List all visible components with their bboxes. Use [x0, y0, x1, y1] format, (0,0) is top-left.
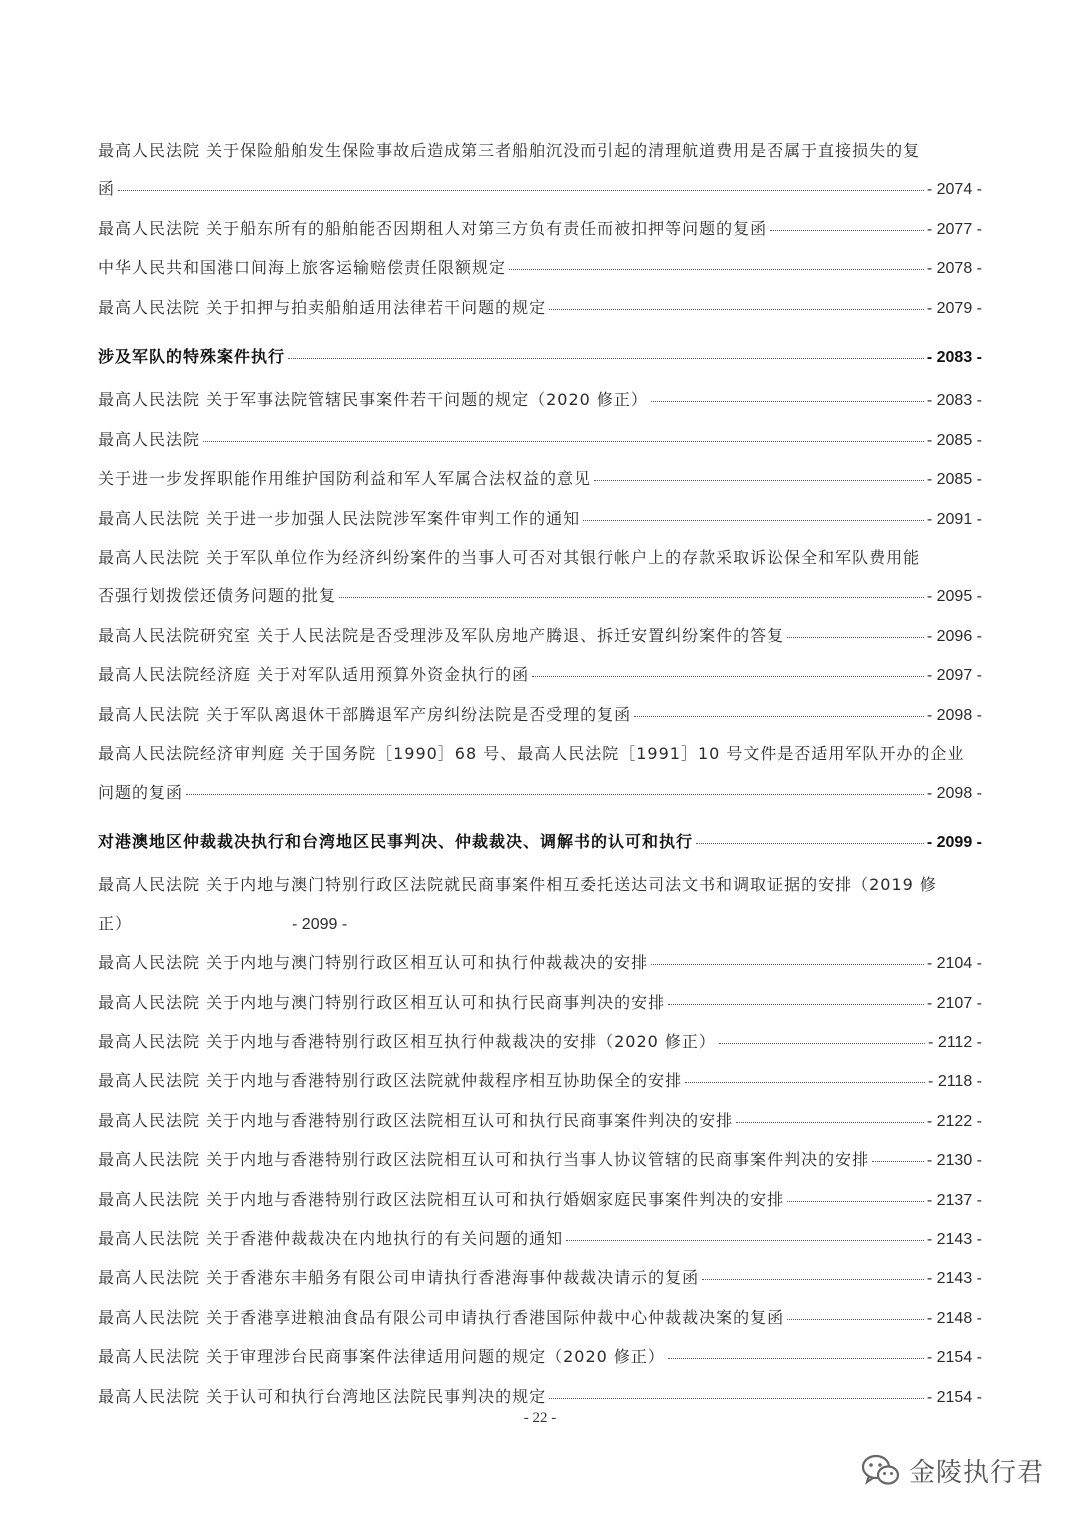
- dot-leader: [634, 715, 924, 717]
- toc-entry: [98, 421, 982, 460]
- toc-page-number: - 2143 -: [926, 1270, 982, 1288]
- toc-page-number: - 2098 -: [926, 784, 982, 802]
- toc-entry-title: 最高人民法院 关于船东所有的船舶能否因期租人对第三方负有责任而被扣押等问题的复函: [98, 218, 768, 238]
- dot-leader: [566, 1239, 924, 1241]
- toc-entry: [98, 944, 982, 983]
- dot-leader: [594, 479, 924, 481]
- toc-entry: [98, 1023, 982, 1062]
- dot-leader: [872, 1160, 924, 1162]
- toc-entry-title: 最高人民法院经济庭 关于对军队适用预算外资金执行的函: [98, 665, 530, 685]
- dot-leader: [770, 229, 924, 231]
- toc-entry: [98, 500, 982, 539]
- toc-page-number: - 2083 -: [926, 392, 982, 410]
- toc-page-number: - 2107 -: [926, 994, 982, 1012]
- toc-entry-title: 最高人民法院 关于香港仲裁裁决在内地执行的有关问题的通知: [98, 1228, 564, 1248]
- toc-entry-title: 中华人民共和国港口间海上旅客运输赔偿责任限额规定: [98, 258, 507, 278]
- toc-entry-title: 最高人民法院 关于军队离退休干部腾退军产房纠纷法院是否受理的复函: [98, 704, 632, 724]
- toc-section-heading: [98, 338, 982, 377]
- dot-leader: [549, 308, 924, 310]
- toc-entry: [98, 1141, 982, 1180]
- dot-leader: [702, 1278, 924, 1280]
- toc-entry-title: 对港澳地区仲裁裁决执行和台湾地区民事判决、仲裁裁决、调解书的认可和执行: [98, 831, 694, 851]
- toc-page-number: - 2137 -: [926, 1191, 982, 1209]
- toc-entry-title: 最高人民法院 关于香港享进粮油食品有限公司申请执行香港国际仲裁中心仲裁裁决案的复函: [98, 1307, 785, 1327]
- dot-leader: [549, 1397, 924, 1399]
- toc-entry: [98, 1102, 982, 1141]
- toc-page-number: - 2083 -: [926, 349, 982, 367]
- toc-entry: [98, 1299, 982, 1338]
- toc-entry-title: 最高人民法院 关于内地与香港特别行政区相互执行仲裁裁决的安排（2020 修正）: [98, 1031, 716, 1051]
- toc-entry-title: 涉及军队的特殊案件执行: [98, 347, 286, 367]
- toc-page-number: - 2085 -: [926, 471, 982, 489]
- toc-page-number: - 2085 -: [926, 431, 982, 449]
- toc-page-number: - 2079 -: [926, 299, 982, 317]
- dot-leader: [668, 1357, 924, 1359]
- dot-leader: [696, 842, 924, 844]
- toc-entry: [98, 735, 982, 813]
- toc-entry-title: 最高人民法院 关于内地与香港特别行政区法院相互认可和执行民商事案件判决的安排: [98, 1110, 734, 1130]
- toc-entry: [98, 866, 982, 944]
- toc-entry-title: 最高人民法院 关于香港东丰船务有限公司申请执行香港海事仲裁裁决请示的复函: [98, 1268, 700, 1288]
- toc-page-number: - 2122 -: [926, 1112, 982, 1130]
- dot-leader: [736, 1121, 924, 1123]
- toc-entry-title: 最高人民法院 关于内地与澳门特别行政区相互认可和执行民商事判决的安排: [98, 992, 666, 1012]
- wechat-icon: [861, 1454, 901, 1488]
- toc-entry-title: 最高人民法院 关于军事法院管辖民事案件若干问题的规定（2020 修正）: [98, 390, 648, 410]
- dot-leader: [651, 963, 924, 965]
- toc-entry: [98, 539, 982, 617]
- table-of-contents: [98, 132, 982, 1417]
- toc-page-number: - 2154 -: [926, 1388, 982, 1406]
- toc-entry-title: 正）: [98, 913, 133, 933]
- dot-leader: [203, 440, 924, 442]
- toc-entry-title: 最高人民法院研究室 关于人民法院是否受理涉及军队房地产腾退、拆迁安置纠纷案件的答复: [98, 625, 785, 645]
- toc-section-heading: [98, 823, 982, 862]
- toc-entry: [98, 1259, 982, 1298]
- toc-entry-title: 最高人民法院 关于内地与香港特别行政区法院相互认可和执行婚姻家庭民事案件判决的安排: [98, 1189, 785, 1209]
- toc-page-number: - 2095 -: [926, 588, 982, 606]
- dot-leader: [509, 268, 924, 270]
- toc-entry-title: 关于进一步发挥职能作用维护国防利益和军人军属合法权益的意见: [98, 469, 592, 489]
- toc-entry: [98, 1062, 982, 1101]
- toc-entry: [98, 460, 982, 499]
- dot-leader: [583, 519, 924, 521]
- toc-page-number: - 2074 -: [926, 181, 982, 199]
- toc-page-number: - 2077 -: [926, 220, 982, 238]
- toc-page-number: - 2104 -: [926, 955, 982, 973]
- toc-entry: [98, 656, 982, 695]
- dot-leader: [685, 1081, 925, 1083]
- toc-entry-title: 最高人民法院 关于认可和执行台湾地区法院民事判决的规定: [98, 1386, 547, 1406]
- toc-page-number: - 2096 -: [926, 627, 982, 645]
- toc-entry: [98, 289, 982, 328]
- toc-entry-title: 函: [98, 179, 116, 199]
- toc-entry: [98, 210, 982, 249]
- toc-entry-title: 最高人民法院 关于审理涉台民商事案件法律适用问题的规定（2020 修正）: [98, 1347, 665, 1367]
- watermark-text: 金陵执行君: [908, 1458, 1044, 1488]
- toc-page-number: - 2118 -: [928, 1073, 982, 1091]
- dot-leader: [288, 357, 924, 359]
- watermark: [861, 1452, 1044, 1489]
- toc-entry: [98, 381, 982, 420]
- toc-entry-title: 最高人民法院 关于内地与澳门特别行政区法院就民商事案件相互委托送达司法文书和调取证据的安排（2019 修: [98, 875, 937, 895]
- toc-entry: [98, 696, 982, 735]
- toc-entry-title: 最高人民法院 关于进一步加强人民法院涉军案件审判工作的通知: [98, 508, 581, 528]
- dot-leader: [118, 189, 924, 191]
- toc-entry-title: 否强行划拨偿还债务问题的批复: [98, 586, 337, 606]
- dot-leader: [668, 1003, 924, 1005]
- toc-entry-title: 最高人民法院 关于内地与香港特别行政区法院相互认可和执行当事人协议管辖的民商事案件判决的安排: [98, 1150, 870, 1170]
- toc-page-number: - 2098 -: [926, 706, 982, 724]
- toc-page-number: - 2099 -: [926, 833, 982, 851]
- dot-leader: [339, 596, 924, 598]
- page-number: - 22 -: [523, 1410, 557, 1426]
- toc-page-number: - 2148 -: [926, 1309, 982, 1327]
- toc-entry: [98, 132, 982, 210]
- toc-entry-title: 最高人民法院 关于保险船舶发生保险事故后造成第三者船舶沉没而引起的清理航道费用是否属于直接损失的复: [98, 141, 921, 160]
- dot-leader: [787, 636, 924, 638]
- toc-entry: [98, 1338, 982, 1377]
- toc-page-number: - 2091 -: [926, 510, 982, 528]
- toc-entry-title: 最高人民法院 关于内地与香港特别行政区法院就仲裁程序相互协助保全的安排: [98, 1071, 683, 1091]
- toc-entry-title: 最高人民法院: [98, 429, 201, 449]
- toc-page-number: - 2097 -: [926, 667, 982, 685]
- dot-leader: [651, 400, 924, 402]
- dot-leader: [186, 793, 924, 795]
- toc-entry: [98, 1220, 982, 1259]
- dot-leader: [787, 1318, 924, 1320]
- dot-leader: [719, 1042, 925, 1044]
- toc-entry: [98, 249, 982, 288]
- toc-page-number: - 2078 -: [926, 260, 982, 278]
- toc-page-number: - 2154 -: [926, 1349, 982, 1367]
- toc-entry-title: 最高人民法院 关于扣押与拍卖船舶适用法律若干问题的规定: [98, 297, 547, 317]
- toc-entry: [98, 1181, 982, 1220]
- toc-page-number: - 2112 -: [928, 1033, 982, 1051]
- toc-page-number: - 2099 -: [292, 915, 348, 933]
- dot-leader: [787, 1200, 924, 1202]
- toc-page-number: - 2143 -: [926, 1230, 982, 1248]
- toc-page-number: - 2130 -: [926, 1152, 982, 1170]
- toc-entry-title: 问题的复函: [98, 782, 184, 802]
- dot-leader: [532, 675, 924, 677]
- toc-entry: [98, 984, 982, 1023]
- toc-entry: [98, 617, 982, 656]
- toc-entry-title: 最高人民法院经济审判庭 关于国务院［1990］68 号、最高人民法院［1991］10 号文件是否适用军队开办的企业: [98, 744, 965, 764]
- toc-entry-title: 最高人民法院 关于军队单位作为经济纠纷案件的当事人可否对其银行帐户上的存款采取诉讼保全和军队费用能: [98, 548, 921, 568]
- toc-entry-title: 最高人民法院 关于内地与澳门特别行政区相互认可和执行仲裁裁决的安排: [98, 953, 649, 973]
